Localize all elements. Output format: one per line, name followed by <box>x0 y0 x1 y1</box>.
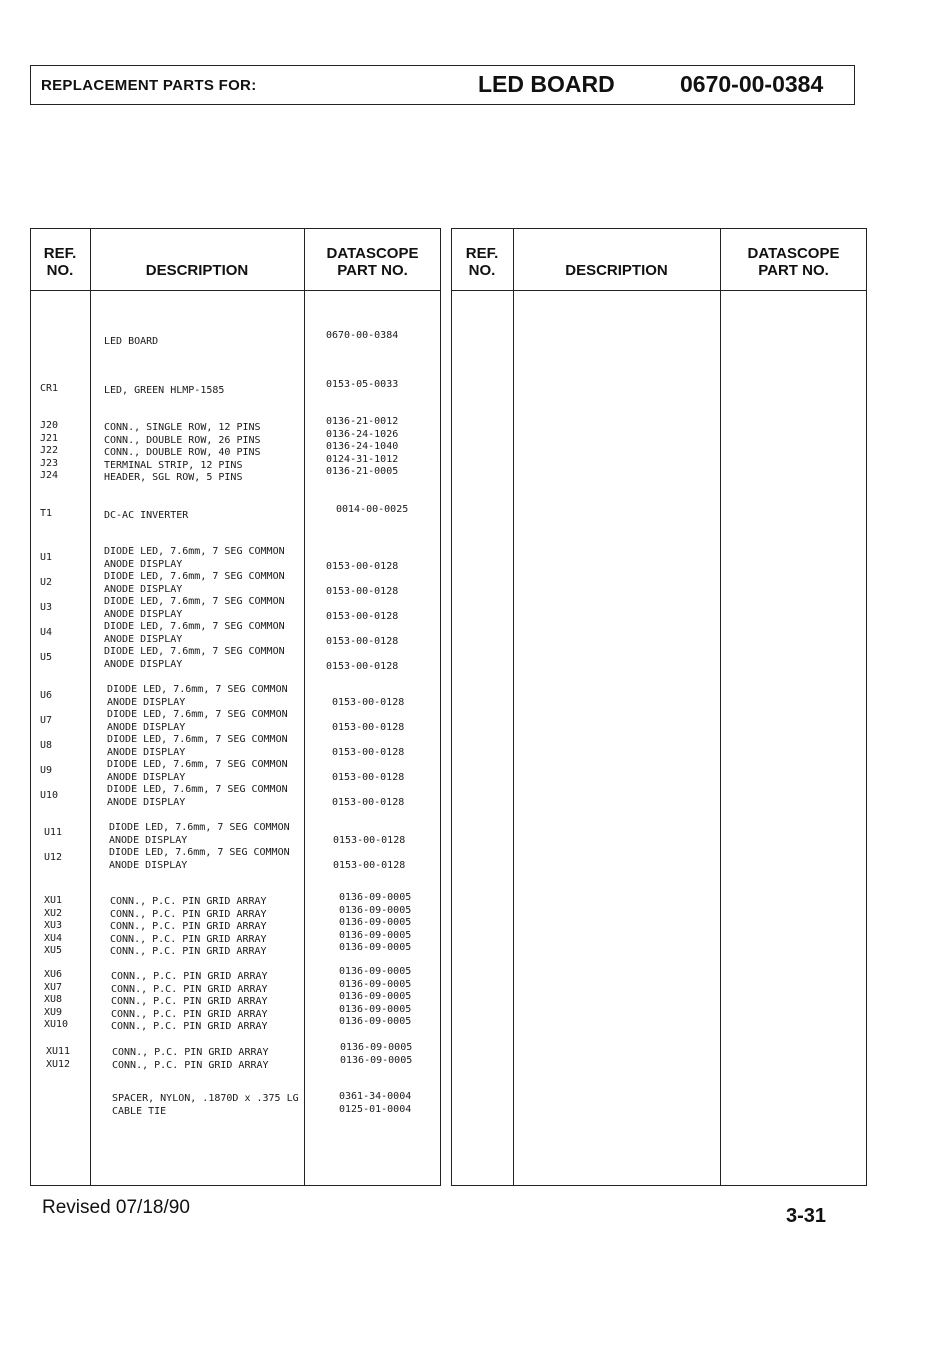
part-number: 0153-05-0033 <box>326 379 399 390</box>
description-line: SPACER, NYLON, .1870D x .375 LG <box>112 1093 299 1104</box>
parts-entry-part-numbers <box>326 554 430 679</box>
part-number: 0153-00-0128 <box>332 797 405 808</box>
ref-designator: XU1 <box>44 895 63 906</box>
parts-entry-description <box>104 385 304 398</box>
description-line: ANODE DISPLAY <box>104 608 183 620</box>
part-number: 0136-09-0005 <box>339 991 412 1002</box>
parts-entry-refs <box>44 969 92 1032</box>
table-header-divider <box>30 290 441 291</box>
description-line: CABLE TIE <box>112 1105 167 1117</box>
description-line: DIODE LED, 7.6mm, 7 SEG COMMON <box>104 546 285 557</box>
parts-entry-refs <box>40 508 88 521</box>
parts-entry-part-numbers <box>336 504 440 517</box>
ref-designator: U7 <box>40 715 53 726</box>
description-line: DIODE LED, 7.6mm, 7 SEG COMMON <box>104 571 285 582</box>
column-header-part <box>720 245 867 279</box>
part-number: 0136-09-0005 <box>339 892 412 903</box>
ref-designator: XU7 <box>44 981 63 993</box>
part-number: 0136-09-0005 <box>339 978 412 990</box>
description-line: CONN., P.C. PIN GRID ARRAY <box>111 996 268 1007</box>
description-line: CONN., P.C. PIN GRID ARRAY <box>111 1021 268 1032</box>
ref-designator: U2 <box>40 577 53 588</box>
column-header-part-line2: PART NO. <box>758 262 829 279</box>
description-line: ANODE DISPLAY <box>109 859 188 871</box>
column-header-part-line1: DATASCOPE <box>326 245 419 262</box>
page-title: LED BOARD <box>478 71 615 97</box>
description-line: DIODE LED, 7.6mm, 7 SEG COMMON <box>107 784 288 795</box>
parts-entry-description <box>111 971 311 1034</box>
parts-entry-description <box>112 1093 312 1118</box>
page-number: 3-31 <box>786 1205 827 1227</box>
description-line: DIODE LED, 7.6mm, 7 SEG COMMON <box>107 684 288 695</box>
ref-designator: CR1 <box>40 383 59 394</box>
parts-entry-part-numbers <box>326 330 430 343</box>
parts-entry-description <box>104 546 304 671</box>
description-line: CONN., DOUBLE ROW, 40 PINS <box>104 447 261 458</box>
part-number: 0136-09-0005 <box>339 966 412 977</box>
ref-designator: XU9 <box>44 1006 63 1018</box>
ref-designator: XU3 <box>44 920 63 931</box>
ref-designator: XU10 <box>44 1019 69 1030</box>
part-number: 0153-00-0128 <box>326 586 399 597</box>
description-line: CONN., DOUBLE ROW, 26 PINS <box>104 434 261 446</box>
part-number: 0136-21-0012 <box>326 416 399 427</box>
description-line: ANODE DISPLAY <box>104 633 183 645</box>
part-number: 0153-00-0128 <box>332 747 405 758</box>
parts-entry-part-numbers <box>333 828 437 878</box>
part-number: 0136-09-0005 <box>340 1042 413 1053</box>
ref-designator: XU4 <box>44 932 63 944</box>
description-line: ANODE DISPLAY <box>104 658 183 670</box>
part-number: 0153-00-0128 <box>333 835 406 846</box>
parts-entry-description <box>112 1047 312 1072</box>
parts-entry-part-numbers <box>339 892 443 955</box>
description-line: CONN., P.C. PIN GRID ARRAY <box>110 908 267 920</box>
assembly-part-number: 0670-00-0384 <box>680 71 824 97</box>
part-number: 0136-09-0005 <box>340 1054 413 1066</box>
column-header-ref <box>30 245 90 279</box>
description-line: DIODE LED, 7.6mm, 7 SEG COMMON <box>107 734 288 745</box>
parts-entry-description <box>104 510 304 523</box>
description-line: DIODE LED, 7.6mm, 7 SEG COMMON <box>109 847 290 858</box>
description-line: CONN., P.C. PIN GRID ARRAY <box>112 1047 269 1058</box>
description-line: DIODE LED, 7.6mm, 7 SEG COMMON <box>104 646 285 657</box>
description-line: ANODE DISPLAY <box>107 696 186 708</box>
column-header-ref <box>451 245 513 279</box>
column-divider <box>720 228 721 1186</box>
parts-entry-description <box>109 822 309 872</box>
ref-designator: U4 <box>40 627 53 638</box>
part-number: 0153-00-0128 <box>326 636 399 647</box>
description-line: CONN., P.C. PIN GRID ARRAY <box>111 1008 268 1020</box>
ref-designator: U11 <box>44 827 63 838</box>
description-line: CONN., P.C. PIN GRID ARRAY <box>111 971 268 982</box>
description-line: CONN., P.C. PIN GRID ARRAY <box>110 921 267 932</box>
parts-entry-refs <box>40 683 88 808</box>
parts-entry-refs <box>40 383 88 396</box>
description-line: LED BOARD <box>104 336 159 347</box>
revision-date: Revised 07/18/90 <box>42 1197 190 1218</box>
ref-designator: T1 <box>40 508 53 519</box>
ref-designator: J24 <box>40 470 59 481</box>
part-number: 0136-09-0005 <box>339 1003 412 1015</box>
part-number: 0153-00-0128 <box>326 661 399 672</box>
description-line: ANODE DISPLAY <box>107 796 186 808</box>
part-number: 0014-00-0025 <box>336 504 409 515</box>
part-number: 0136-09-0005 <box>339 917 412 928</box>
description-line: ANODE DISPLAY <box>109 834 188 846</box>
column-header-ref-line2: NO. <box>46 262 74 279</box>
part-number: 0670-00-0384 <box>326 330 399 341</box>
ref-designator: XU2 <box>44 907 63 919</box>
description-line: DIODE LED, 7.6mm, 7 SEG COMMON <box>104 596 285 607</box>
description-line: TERMINAL STRIP, 12 PINS <box>104 459 243 471</box>
parts-entry-refs <box>44 820 92 870</box>
column-divider <box>513 228 514 1186</box>
ref-designator: U3 <box>40 602 53 613</box>
ref-designator: J23 <box>40 457 59 469</box>
description-line: ANODE DISPLAY <box>104 558 183 570</box>
parts-entry-part-numbers <box>326 379 430 392</box>
parts-entry-refs <box>40 420 88 483</box>
parts-entry-refs <box>46 1046 94 1071</box>
description-line: DIODE LED, 7.6mm, 7 SEG COMMON <box>107 709 288 720</box>
ref-designator: J21 <box>40 432 59 444</box>
part-number: 0136-24-1026 <box>326 428 399 440</box>
part-number: 0153-00-0128 <box>332 722 405 733</box>
part-number: 0136-09-0005 <box>339 1016 412 1027</box>
description-line: DC-AC INVERTER <box>104 510 189 521</box>
ref-designator: U1 <box>40 552 53 563</box>
ref-designator: U9 <box>40 765 53 776</box>
description-line: CONN., P.C. PIN GRID ARRAY <box>111 983 268 995</box>
ref-designator: U12 <box>44 852 63 863</box>
description-line: HEADER, SGL ROW, 5 PINS <box>104 472 243 483</box>
parts-entry-part-numbers <box>332 690 436 815</box>
description-line: ANODE DISPLAY <box>104 583 183 595</box>
parts-entry-refs <box>40 545 88 670</box>
part-number: 0153-00-0128 <box>332 772 405 783</box>
description-line: ANODE DISPLAY <box>107 746 186 758</box>
column-header-description: DESCRIPTION <box>565 262 668 279</box>
ref-designator: U5 <box>40 652 53 663</box>
part-number: 0136-21-0005 <box>326 466 399 477</box>
column-header-ref-line1: REF. <box>465 245 499 262</box>
part-number: 0125-01-0004 <box>339 1103 412 1115</box>
part-number: 0153-00-0128 <box>332 697 405 708</box>
description-line: ANODE DISPLAY <box>107 771 186 783</box>
description-line: DIODE LED, 7.6mm, 7 SEG COMMON <box>109 822 290 833</box>
part-number: 0136-24-1040 <box>326 441 399 452</box>
parts-entry-description <box>107 684 307 809</box>
ref-designator: J22 <box>40 445 59 456</box>
ref-designator: XU8 <box>44 994 63 1005</box>
description-line: CONN., SINGLE ROW, 12 PINS <box>104 422 261 433</box>
description-line: CONN., P.C. PIN GRID ARRAY <box>112 1059 269 1071</box>
description-line: DIODE LED, 7.6mm, 7 SEG COMMON <box>104 621 285 632</box>
description-line: LED, GREEN HLMP-1585 <box>104 385 225 396</box>
parts-entry-description <box>104 336 304 349</box>
description-line: ANODE DISPLAY <box>107 721 186 733</box>
parts-entry-description <box>110 896 310 959</box>
parts-entry-description <box>104 422 304 485</box>
ref-designator: J20 <box>40 420 59 431</box>
part-number: 0153-00-0128 <box>326 611 399 622</box>
parts-entry-part-numbers <box>326 416 430 479</box>
part-number: 0124-31-1012 <box>326 453 399 465</box>
header-label: REPLACEMENT PARTS FOR: <box>41 77 257 94</box>
ref-designator: XU11 <box>46 1046 71 1057</box>
part-number: 0136-09-0005 <box>339 929 412 941</box>
parts-entry-part-numbers <box>340 1042 444 1067</box>
column-header-ref-line1: REF. <box>43 245 77 262</box>
column-header-description: DESCRIPTION <box>145 262 249 279</box>
part-number: 0136-09-0005 <box>339 942 412 953</box>
parts-entry-refs <box>44 895 92 958</box>
column-header-part-line2: PART NO. <box>337 262 408 279</box>
parts-entry-part-numbers <box>339 966 443 1029</box>
description-line: CONN., P.C. PIN GRID ARRAY <box>110 933 267 945</box>
column-header-ref-line2: NO. <box>468 262 496 279</box>
part-number: 0153-00-0128 <box>333 860 406 871</box>
part-number: 0361-34-0004 <box>339 1091 412 1102</box>
column-header-part-line1: DATASCOPE <box>747 245 840 262</box>
ref-designator: XU12 <box>46 1058 71 1070</box>
column-header-part <box>304 245 441 279</box>
description-line: CONN., P.C. PIN GRID ARRAY <box>110 946 267 957</box>
ref-designator: U6 <box>40 690 53 701</box>
ref-designator: U10 <box>40 790 59 801</box>
ref-designator: XU6 <box>44 969 63 980</box>
description-line: CONN., P.C. PIN GRID ARRAY <box>110 896 267 907</box>
description-line: DIODE LED, 7.6mm, 7 SEG COMMON <box>107 759 288 770</box>
part-number: 0136-09-0005 <box>339 904 412 916</box>
ref-designator: U8 <box>40 740 53 751</box>
column-divider <box>90 228 91 1186</box>
part-number: 0153-00-0128 <box>326 561 399 572</box>
ref-designator: XU5 <box>44 945 63 956</box>
parts-entry-part-numbers <box>339 1091 443 1116</box>
